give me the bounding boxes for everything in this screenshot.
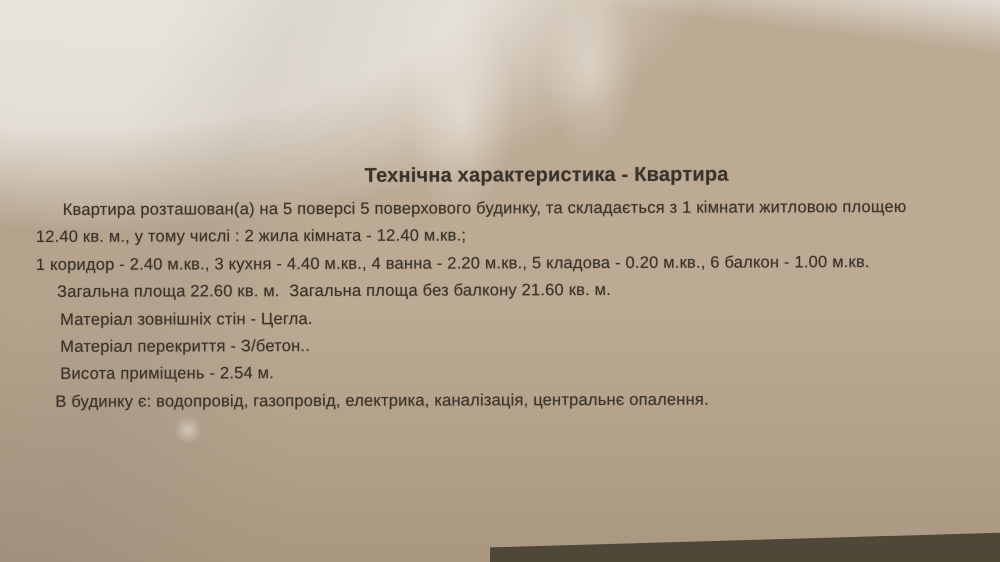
document-line: Матеріал перекриття - З/бетон.. bbox=[60, 337, 311, 356]
document-line: Загальна площа 22.60 кв. м. Загальна площа без балкону 21.60 кв. м. bbox=[56, 281, 612, 302]
document-line: В будинку є: водопровід, газопровід, електрика, каналізація, центральнє опалення. bbox=[55, 390, 709, 411]
document-line: Квартира розташован(а) на 5 поверсі 5 поверхового будинку, та складається з 1 кімнати житловою площею bbox=[62, 197, 907, 219]
document-line: Висота приміщень - 2.54 м. bbox=[60, 364, 275, 384]
document-title: Технічна характеристика - Квартира bbox=[364, 163, 729, 187]
document-text bbox=[36, 161, 999, 417]
document-line: 1 коридор - 2.40 м.кв., 3 кухня - 4.40 м.кв., 4 ванна - 2.20 м.кв., 5 кладова - 0.20 м.кв., 6 балкон - 1.00 м.кв. bbox=[35, 252, 870, 274]
document-line: Матеріал зовнішніх стін - Цегла. bbox=[60, 309, 313, 329]
document-line: 12.40 кв. м., у тому числі : 2 жила кімната - 12.40 м.кв.; bbox=[35, 226, 467, 247]
